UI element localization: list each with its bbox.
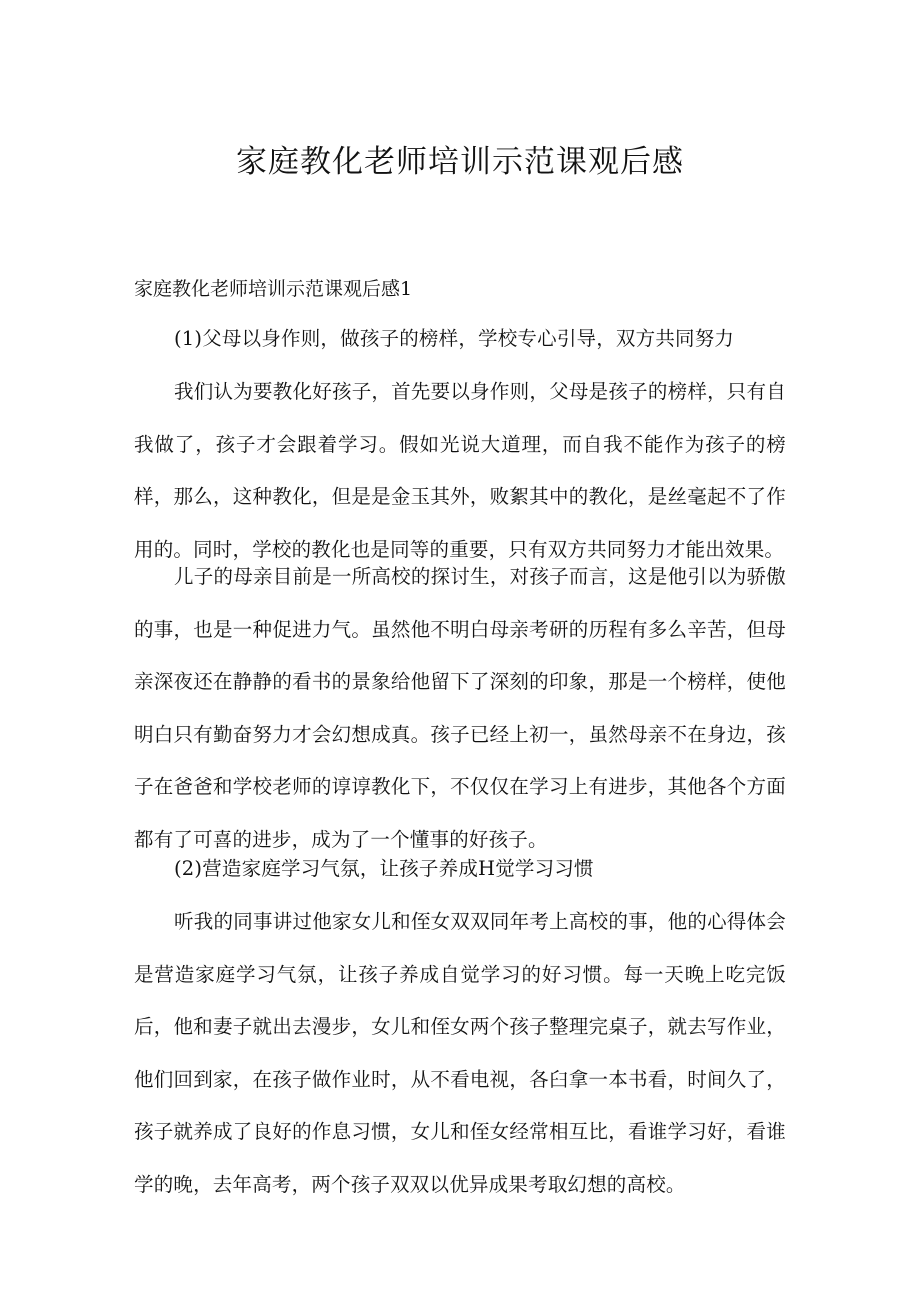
document-subtitle: 家庭教化老师培训示范课观后感1 bbox=[134, 278, 413, 300]
section-1-paragraph-2: 儿子的母亲目前是一所高校的探讨生，对孩子而言，这是他引以为骄傲的事，也是一种促进力气。虽然他不明白母亲考研的历程有多么辛苦，但母亲深夜还在静静的看书的景象给他留下了深刻的印象，那是一个榜样，使他明白只有勤奋努力才会幻想成真。孩子已经上初一，虽然母亲不在身边，孩子在爸爸和学校老师的谆谆教化下，不仅仅在学习上有进步，其他各个方面都有了可喜的进步，成为了一个懂事的好孩子。 bbox=[134, 565, 786, 851]
document-title: 家庭教化老师培训示范课观后感 bbox=[236, 144, 684, 180]
section-1-heading: (1)父母以身作则，做孩子的榜样，学校专心引导，双方共同努力 bbox=[174, 327, 735, 350]
section-2-heading: (2)营造家庭学习气氛，让孩子养成H觉学习习惯 bbox=[174, 857, 594, 880]
section-1-paragraph-1: 我们认为要教化好孩子，首先要以身作则，父母是孩子的榜样，只有自我做了，孩子才会跟着学习。假如光说大道理，而自我不能作为孩子的榜样，那么，这种教化，但是是金玉其外，败絮其中的教化，是丝毫起不了作用的。同时，学校的教化也是同等的重要，只有双方共同努力才能出效果。 bbox=[134, 380, 786, 561]
section-2-paragraph-1: 听我的同事讲过他家女儿和侄女双双同年考上高校的事，他的心得体会是营造家庭学习气氛，让孩子养成自觉学习的好习惯。每一天晚上吃完饭后，他和妻子就出去漫步，女儿和侄女两个孩子整理完桌子，就去写作业，他们回到家，在孩子做作业时，从不看电视，各臼拿一本书看，时间久了，孩子就养成了良好的作息习惯，女儿和侄女经常相互比，看谁学习好，看谁学的晚，去年高考，两个孩子双双以优异成果考取幻想的高校。 bbox=[134, 910, 786, 1196]
